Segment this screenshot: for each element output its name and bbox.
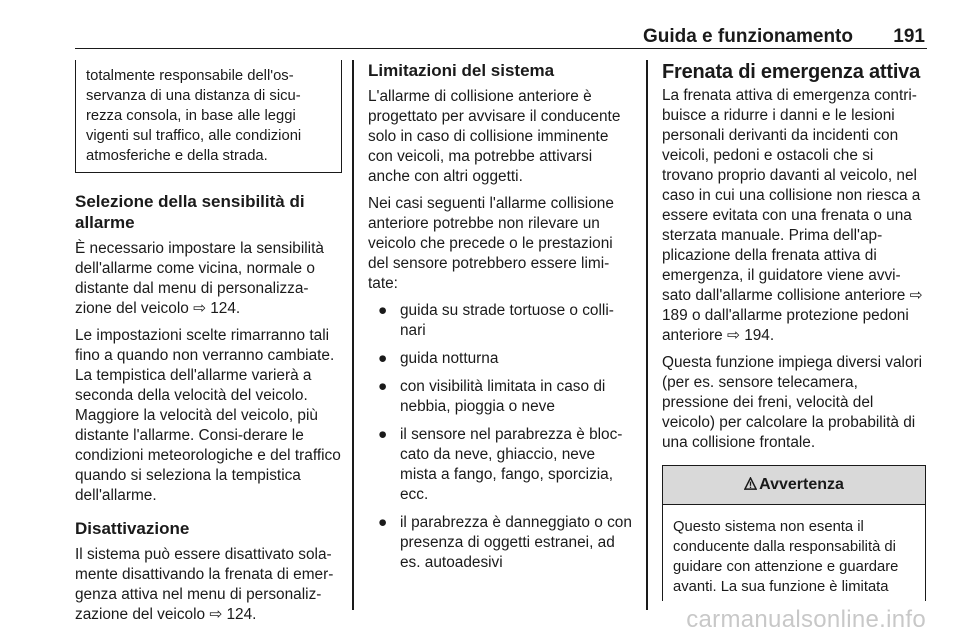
bullet-icon: ● — [378, 350, 388, 367]
warning-text: Questo sistema non esenta il conducente dalla responsabilità di guidare con attenzione e guardare avanti. La sua funzione è limitata — [673, 519, 899, 595]
heading-sensitivity: Selezione della sensibilità di allarme — [75, 192, 305, 232]
paragraph: Le impostazioni scelte rimarranno tali fino a quando non verranno cambiate. La tempistica dell'allarme varierà a seconda della velocità del veicolo. Maggiore la velocità del veicolo, più distante l'allarme. Consi-derare le condizioni meteorologiche e del traffico quando si seleziona la tempistica dell'allarme. — [75, 327, 341, 504]
column-divider — [646, 60, 648, 610]
column-divider — [352, 60, 354, 610]
bullet-icon: ● — [378, 426, 388, 443]
heading-disable: Disattivazione — [75, 519, 190, 538]
warning-triangle-icon — [744, 476, 757, 493]
bullet-icon: ● — [378, 514, 388, 531]
list-item: ● con visibilità limitata in caso di nebbia, pioggia o neve — [378, 378, 606, 415]
list-item: ● il parabrezza è danneggiato o con presenza di oggetti estranei, ad es. autoadesivi — [378, 514, 632, 571]
column-middle — [368, 60, 634, 581]
warning-title: Avvertenza — [759, 476, 844, 493]
page-header — [75, 0, 927, 49]
warning-header — [663, 466, 925, 505]
paragraph: La frenata attiva di emergenza contri-buisce a ridurre i danni e le lesioni personali derivanti da incidenti con veicoli, pedoni e ostacoli che si trovano proprio davanti al veicolo, nel caso in cui una collisione non riesca a essere evitata con una frenata o una sterzata manuale. Prima dell'ap-plicazione della frenata attiva di emergenza, il guidatore viene avvi-sato dall'allarme collisione anteriore ⇨ 189 o dall'allarme protezione pedoni anteriore ⇨ 194. — [662, 87, 923, 344]
watermark: carmanualsonline.info — [686, 606, 926, 633]
bullet-icon: ● — [378, 378, 388, 395]
bullet-icon: ● — [378, 302, 388, 319]
section-title: Guida e funzionamento — [642, 26, 853, 47]
heading-emergency-brake: Frenata di emergenza attiva — [662, 61, 921, 83]
column-left — [75, 60, 342, 632]
warning-box — [662, 465, 926, 601]
list-item: ● il sensore nel parabrezza è bloc-cato da neve, ghiaccio, neve mista a fango, fango, sporcizia, ecc. — [378, 426, 623, 503]
column-right — [662, 60, 926, 601]
list-item: ● guida notturna — [378, 350, 499, 367]
paragraph: Il sistema può essere disattivato sola-mente disattivando la frenata di emer-genza attiva nel menu di personaliz-zazione del veicolo ⇨ 124. — [75, 546, 334, 623]
page-number: 191 — [893, 26, 925, 47]
continued-warning-text: totalmente responsabile dell'os-servanza di una distanza di sicu-rezza consola, in base alle leggi vigenti sul traffico, alle condizioni atmosferiche e della strada. — [86, 68, 302, 164]
paragraph: Nei casi seguenti l'allarme collisione anteriore potrebbe non rilevare un veicolo che precede o le prestazioni del sensore potrebbero essere limi-tate: — [368, 195, 614, 292]
continued-warning-box — [75, 60, 342, 173]
list-item: ● guida su strade tortuose o colli-nari — [378, 302, 614, 339]
paragraph: È necessario impostare la sensibilità dell'allarme come vicina, normale o distante dal menu di personalizza-zione del veicolo ⇨ 124. — [75, 240, 324, 317]
paragraph: Questa funzione impiega diversi valori (per es. sensore telecamera, pressione dei freni, velocità del veicolo) per calcolare la probabilità di una collisione frontale. — [662, 354, 923, 451]
heading-limits: Limitazioni del sistema — [368, 61, 555, 80]
warning-body — [663, 505, 925, 601]
paragraph: L'allarme di collisione anteriore è progettato per avvisare il conducente solo in caso di collisione imminente con veicoli, ma potrebbe attivarsi anche con altri oggetti. — [368, 88, 621, 185]
limitations-list — [368, 301, 634, 573]
